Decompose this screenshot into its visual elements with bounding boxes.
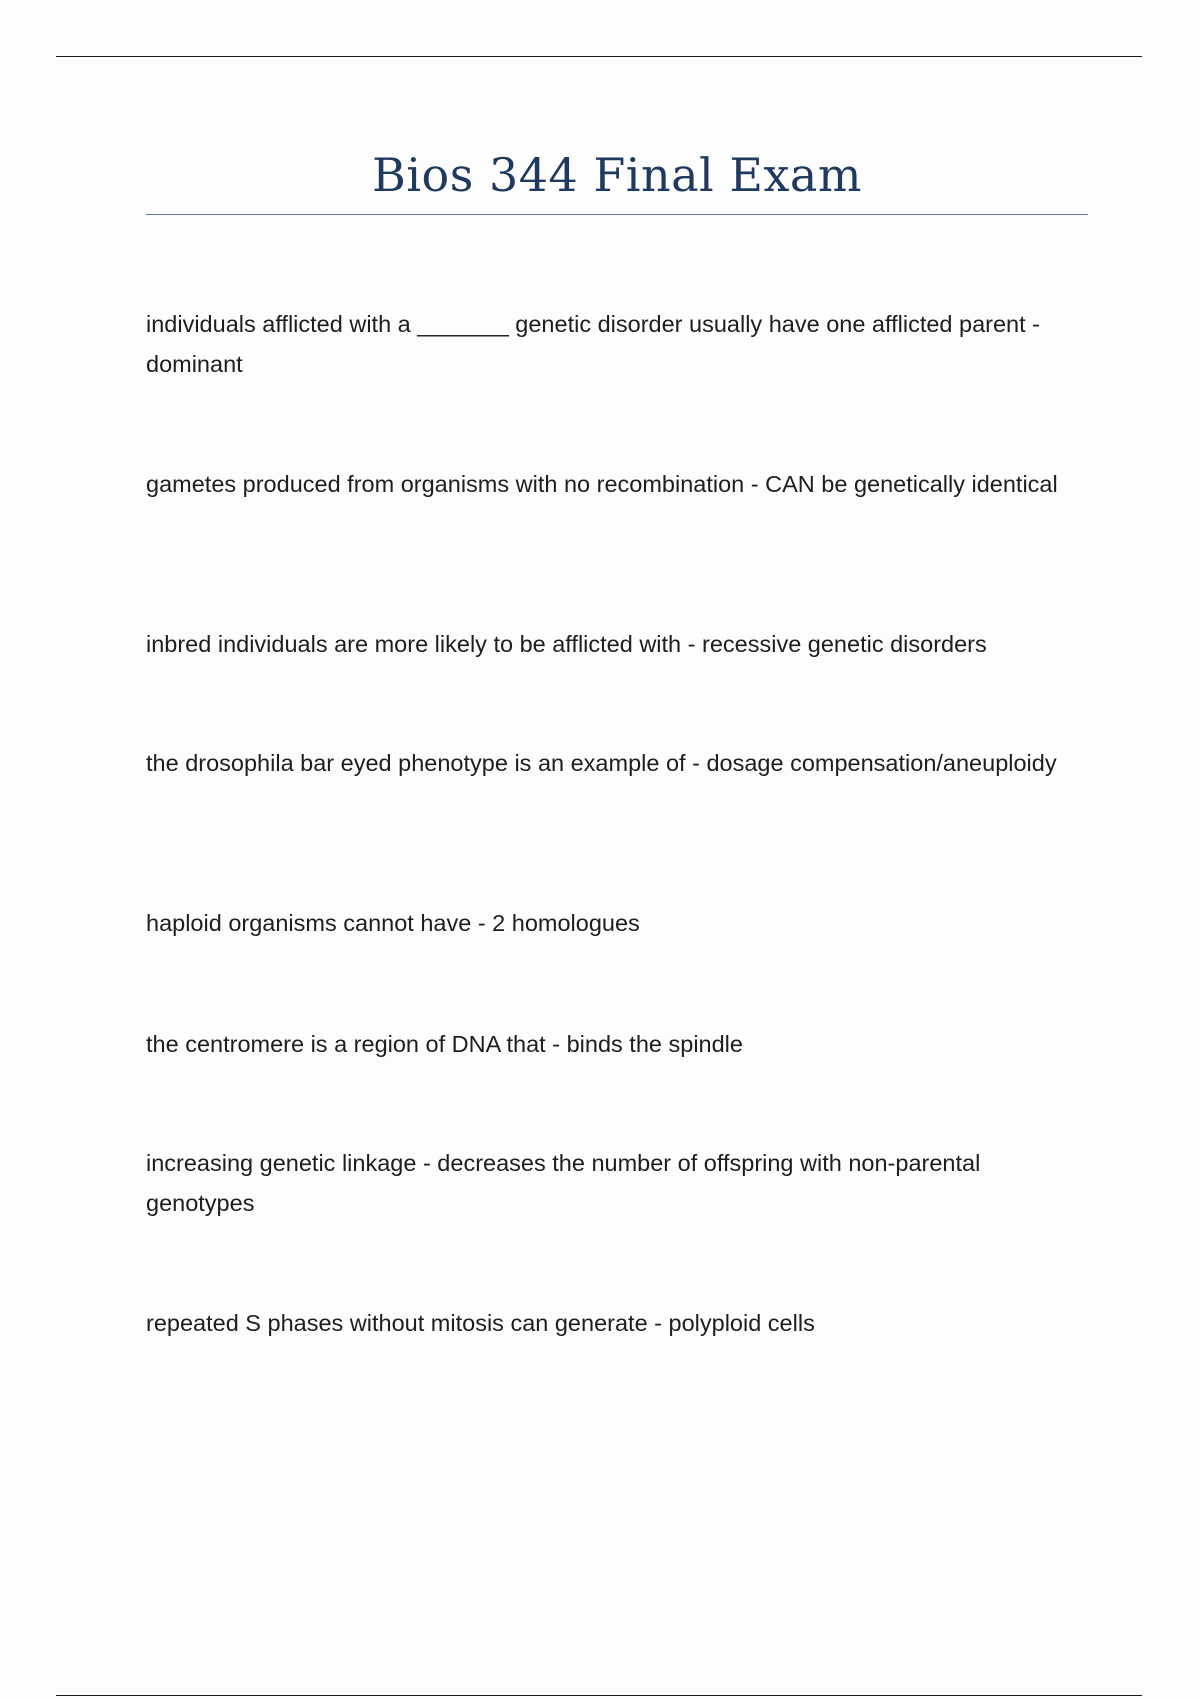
qa-item-8: repeated S phases without mitosis can generate - polyploid cells [146, 1310, 815, 1336]
page-bottom-rule [56, 1695, 1142, 1696]
title-underline [146, 214, 1088, 215]
qa-item-5: haploid organisms cannot have - 2 homologues [146, 910, 640, 936]
page-top-rule [56, 56, 1142, 57]
qa-item-4: the drosophila bar eyed phenotype is an example of - dosage compensation/aneuploidy [146, 750, 1057, 776]
qa-item-2: gametes produced from organisms with no recombination - CAN be genetically identical [146, 471, 1058, 497]
page-title: Bios 344 Final Exam [372, 148, 862, 202]
qa-item-6: the centromere is a region of DNA that - binds the spindle [146, 1031, 743, 1057]
qa-item-7: increasing genetic linkage - decreases the number of offspring with non-parental genotypes [146, 1150, 981, 1216]
qa-item-3: inbred individuals are more likely to be afflicted with - recessive genetic disorders [146, 631, 987, 657]
qa-item-1: individuals afflicted with a _______ genetic disorder usually have one afflicted parent - dominant [146, 311, 1041, 377]
